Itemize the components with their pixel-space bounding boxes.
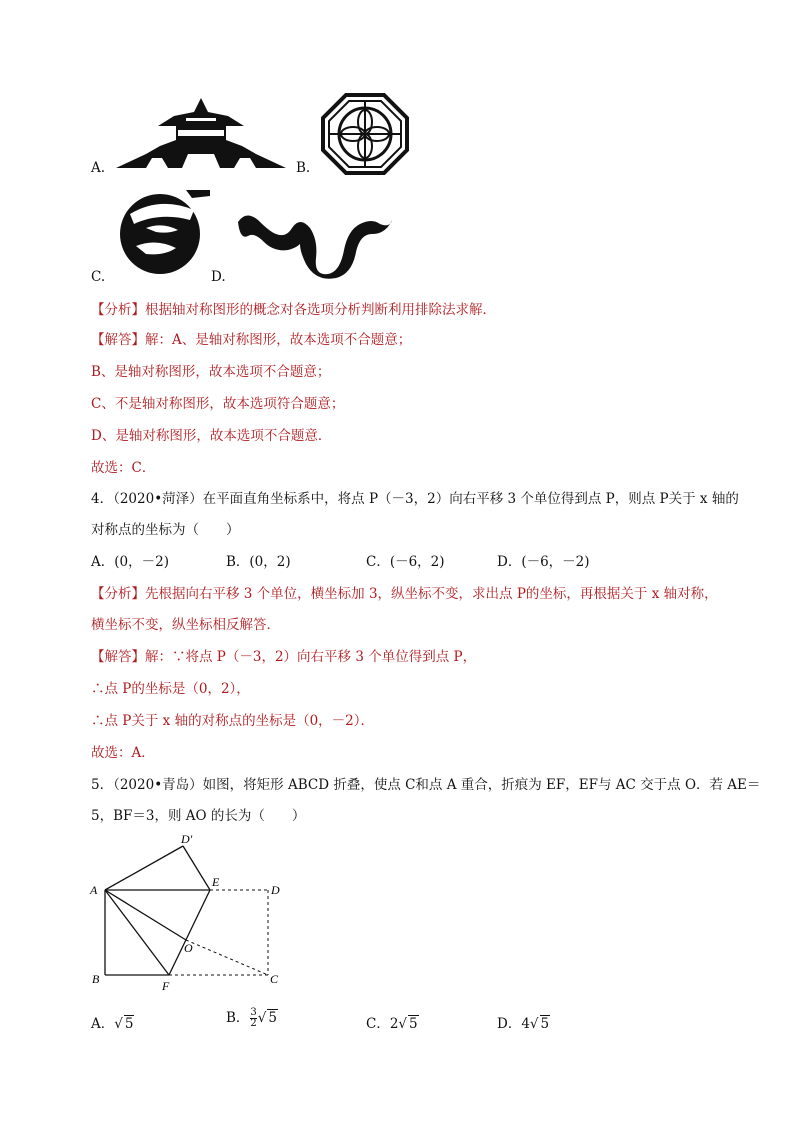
radicand: 5 [540,1016,550,1032]
q3-solution-line-3: C、不是轴对称图形，故本选项符合题意； [91,396,345,412]
q3-solution-line-1 [91,328,411,348]
q5-option-c [366,1012,419,1032]
fraction-numerator: 3 [250,1007,257,1018]
q4-stem-line-2: 对称点的坐标为（ ） [91,522,240,538]
octagon-window-image [322,94,408,174]
fraction [250,1008,256,1029]
radicand: 5 [124,1016,134,1032]
label-d-prime: D′ [181,832,193,846]
option-label: A． [91,1016,115,1032]
label-e: E [212,875,220,889]
q4-option-a: A．(0，－2) [91,554,169,570]
q5-stem-line-1: 5．（2020•青岛）如图，将矩形 ABCD 折叠，使点 C和点 A 重合，折痕为 EF，EF与 AC 交于点 O．若 AE＝ [91,777,761,793]
q4-option-d: D．(－6，－2) [497,554,590,570]
q3-solution-line-4: D、是轴对称图形，故本选项不合题意． [91,428,332,444]
label-a: A [90,883,98,897]
solution-text: 解：∵将点 P（－3，2）向右平移 3 个单位得到点 P， [145,649,477,665]
solution-tag: 【解答】 [91,649,145,665]
q4-solution-line-3: ∴点 P关于 x 轴的对称点的坐标是（0，－2）． [91,713,374,729]
q5-option-d [497,1012,550,1032]
q4-option-c: C．(－6，2) [366,554,445,570]
q4-solution-line-1 [91,645,476,665]
q4-stem-line-1: 4．（2020•菏泽）在平面直角坐标系中，将点 P（－3，2）向右平移 3 个单位得到点 P，则点 P关于 x 轴的 [91,491,739,507]
q5-stem-line-2: 5，BF＝3，则 AO 的长为（ ） [91,808,306,824]
radicand: 5 [268,1010,277,1026]
sqrt-sign: √ [398,1016,408,1032]
circle-emblem-image [116,186,212,278]
option-b-label: B. [296,160,311,176]
q4-solution-line-2: ∴点 P的坐标是（0，2）， [91,681,250,697]
analysis-text: 根据轴对称图形的概念对各选项分析判断利用排除法求解． [145,302,496,318]
label-o: O [184,941,193,955]
label-c: C [270,972,279,986]
fraction-denominator: 2 [250,1018,257,1029]
q4-answer: 故选：A． [91,745,155,761]
q3-answer: 故选：C． [91,460,156,476]
q4-option-b: B．(0，2) [226,554,291,570]
option-c-label: C. [91,269,106,285]
q4-analysis-line-2: 横坐标不变，纵坐标相反解答． [91,617,280,633]
label-b: B [92,972,100,986]
radicand: 5 [409,1016,418,1032]
q3-solution-line-2: B、是轴对称图形，故本选项不合题意； [91,364,331,380]
analysis-text: 先根据向右平移 3 个单位，横坐标加 3，纵坐标不变，求出点 P的坐标，再根据关于 x 轴对称， [145,586,718,602]
serpent-shape-image [236,204,394,280]
q3-analysis [91,298,496,318]
pagoda-bridge-image [116,96,286,172]
sqrt-sign: √ [257,1010,267,1026]
solution-tag: 【解答】 [91,332,145,348]
q5-option-a [91,1012,134,1032]
label-d: D [271,883,280,897]
rectangle-fold-figure [88,828,288,998]
analysis-tag: 【分析】 [91,302,145,318]
option-label: B． [226,1010,250,1026]
option-label: C．2 [366,1016,399,1032]
option-a-label: A. [91,160,106,176]
q5-option-b [226,1006,278,1029]
solution-text: 解：A、是轴对称图形，故本选项不合题意； [145,332,412,348]
q4-analysis-line-1 [91,582,718,602]
analysis-tag: 【分析】 [91,586,145,602]
option-d-label: D. [211,269,226,285]
sqrt-sign: √ [114,1016,123,1032]
label-f: F [162,979,170,993]
option-label: D．4 [497,1016,530,1032]
sqrt-sign: √ [529,1016,539,1032]
